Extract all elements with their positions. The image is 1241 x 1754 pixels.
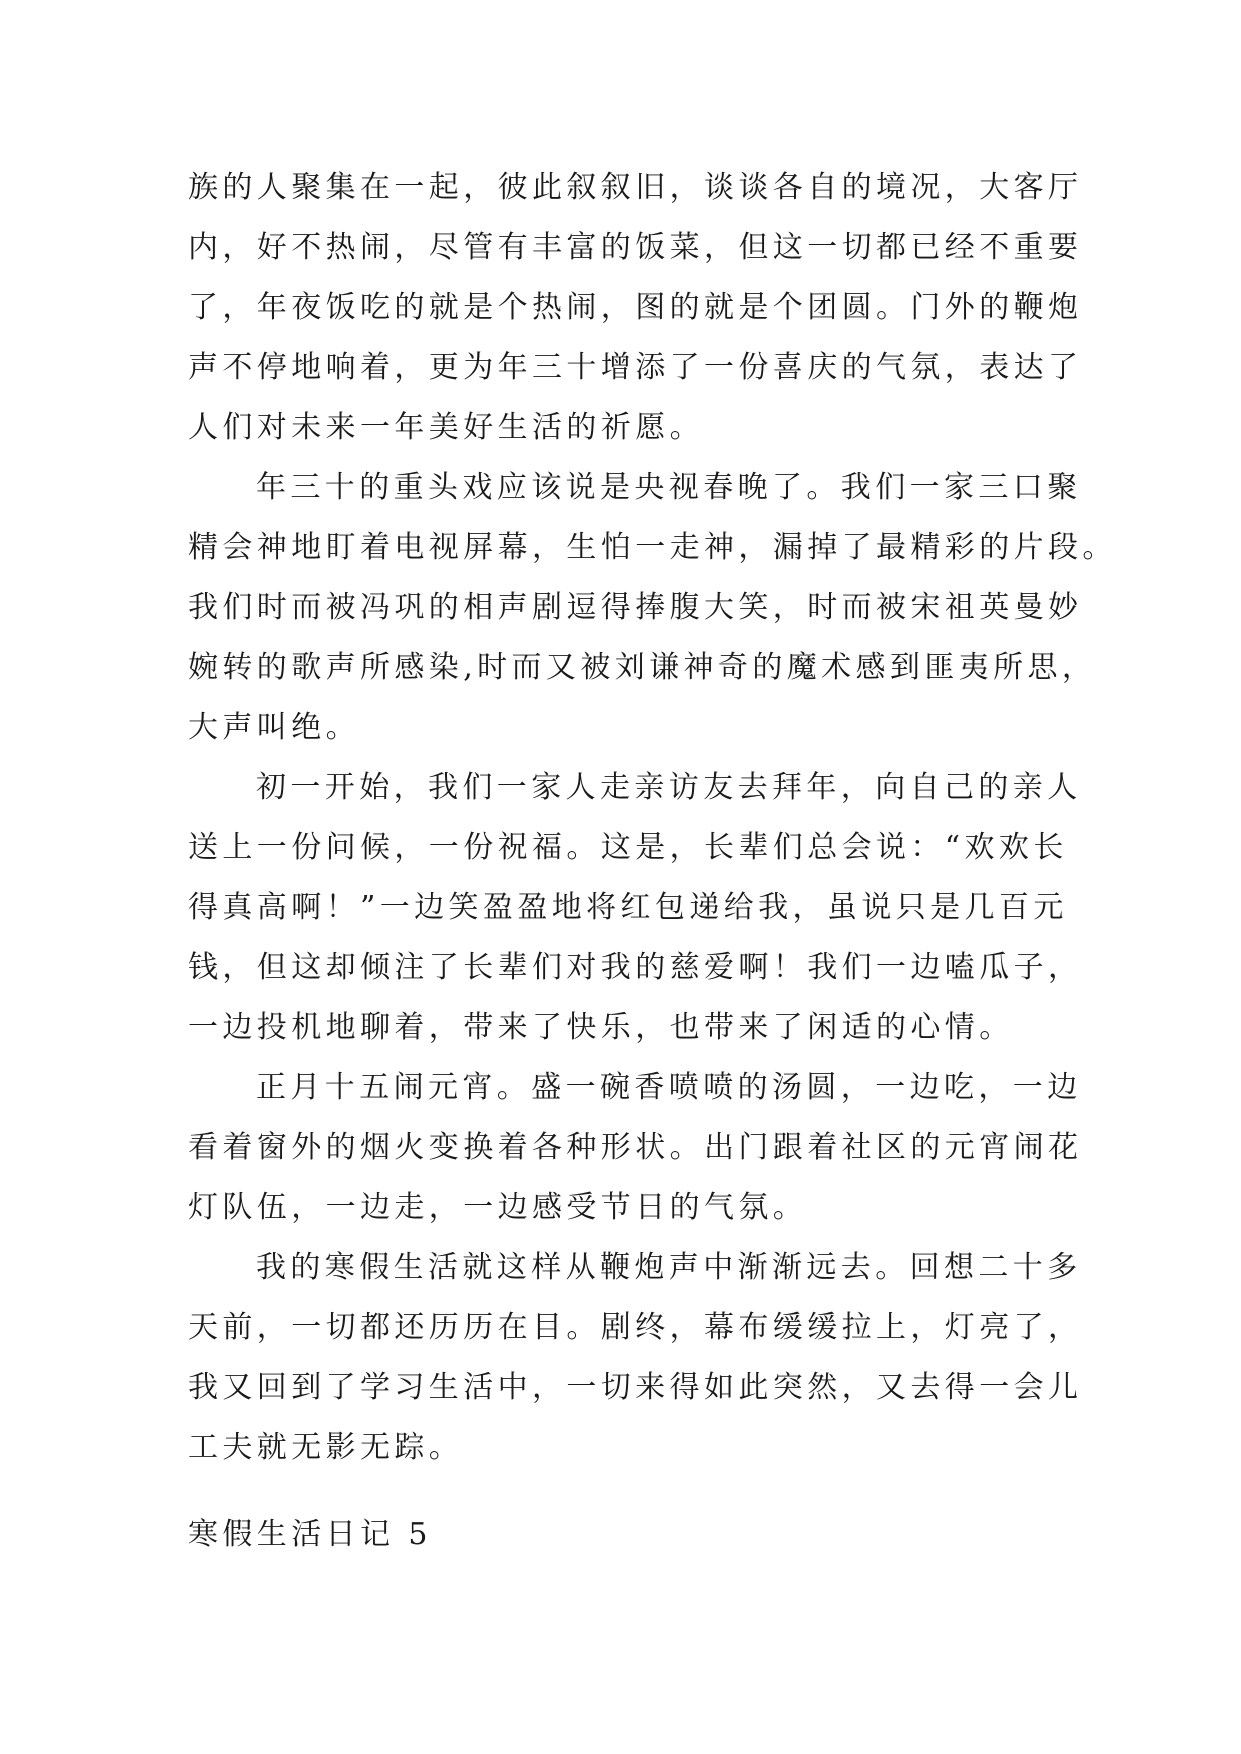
text-line: 一边投机地聊着，带来了快乐，也带来了闲适的心情。 [188, 1010, 1014, 1045]
text-line: 我的寒假生活就这样从鞭炮声中渐渐远去。回想二十多 [256, 1250, 1082, 1285]
text-line: 声不停地响着，更为年三十增添了一份喜庆的气氛，表达了 [188, 350, 1083, 385]
text-line: 精会神地盯着电视屏幕，生怕一走神，漏掉了最精彩的片段。 [188, 530, 1117, 565]
text-line: 婉转的歌声所感染,时而又被刘谦神奇的魔术感到匪夷所思， [188, 650, 1097, 685]
text-line: 年三十的重头戏应该说是央视春晚了。我们一家三口聚 [256, 470, 1082, 505]
section-title: 寒假生活日记 5 [188, 1517, 432, 1552]
text-line: 我又回到了学习生活中，一切来得如此突然，又去得一会儿 [188, 1370, 1083, 1405]
paragraph-lantern-festival [188, 1058, 1083, 1238]
paragraph-spring-gala [188, 458, 1117, 758]
text-line: 正月十五闹元宵。盛一碗香喷喷的汤圆，一边吃，一边 [256, 1070, 1082, 1105]
text-line: 人们对未来一年美好生活的祈愿。 [188, 410, 704, 445]
text-line: 钱，但这却倾注了长辈们对我的慈爱啊！我们一边嗑瓜子， [188, 950, 1083, 985]
text-line: 看着窗外的烟火变换着各种形状。出门跟着社区的元宵闹花 [188, 1130, 1083, 1165]
text-line: 族的人聚集在一起，彼此叙叙旧，谈谈各自的境况，大客厅 [188, 170, 1083, 205]
text-line: 初一开始，我们一家人走亲访友去拜年，向自己的亲人 [256, 770, 1082, 805]
paragraph-conclusion [188, 1238, 1083, 1478]
paragraph-new-year-visits [188, 758, 1083, 1058]
text-line: 灯队伍，一边走，一边感受节日的气氛。 [188, 1190, 808, 1225]
text-line: 我们时而被冯巩的相声剧逗得捧腹大笑，时而被宋祖英曼妙 [188, 590, 1083, 625]
text-line: 工夫就无影无踪。 [188, 1430, 464, 1465]
paragraph-family-gathering [188, 158, 1083, 458]
text-line: 大声叫绝。 [188, 710, 360, 745]
text-line: 天前，一切都还历历在目。剧终，幕布缓缓拉上，灯亮了， [188, 1310, 1083, 1345]
text-line: 得真高啊！”一边笑盈盈地将红包递给我，虽说只是几百元 [188, 890, 1068, 925]
text-line: 内，好不热闹，尽管有丰富的饭菜，但这一切都已经不重要 [188, 230, 1083, 265]
document-body [188, 158, 1117, 1478]
text-line: 了，年夜饭吃的就是个热闹，图的就是个团圆。门外的鞭炮 [188, 290, 1083, 325]
text-line: 送上一份问候，一份祝福。这是，长辈们总会说：“欢欢长 [188, 830, 1068, 865]
